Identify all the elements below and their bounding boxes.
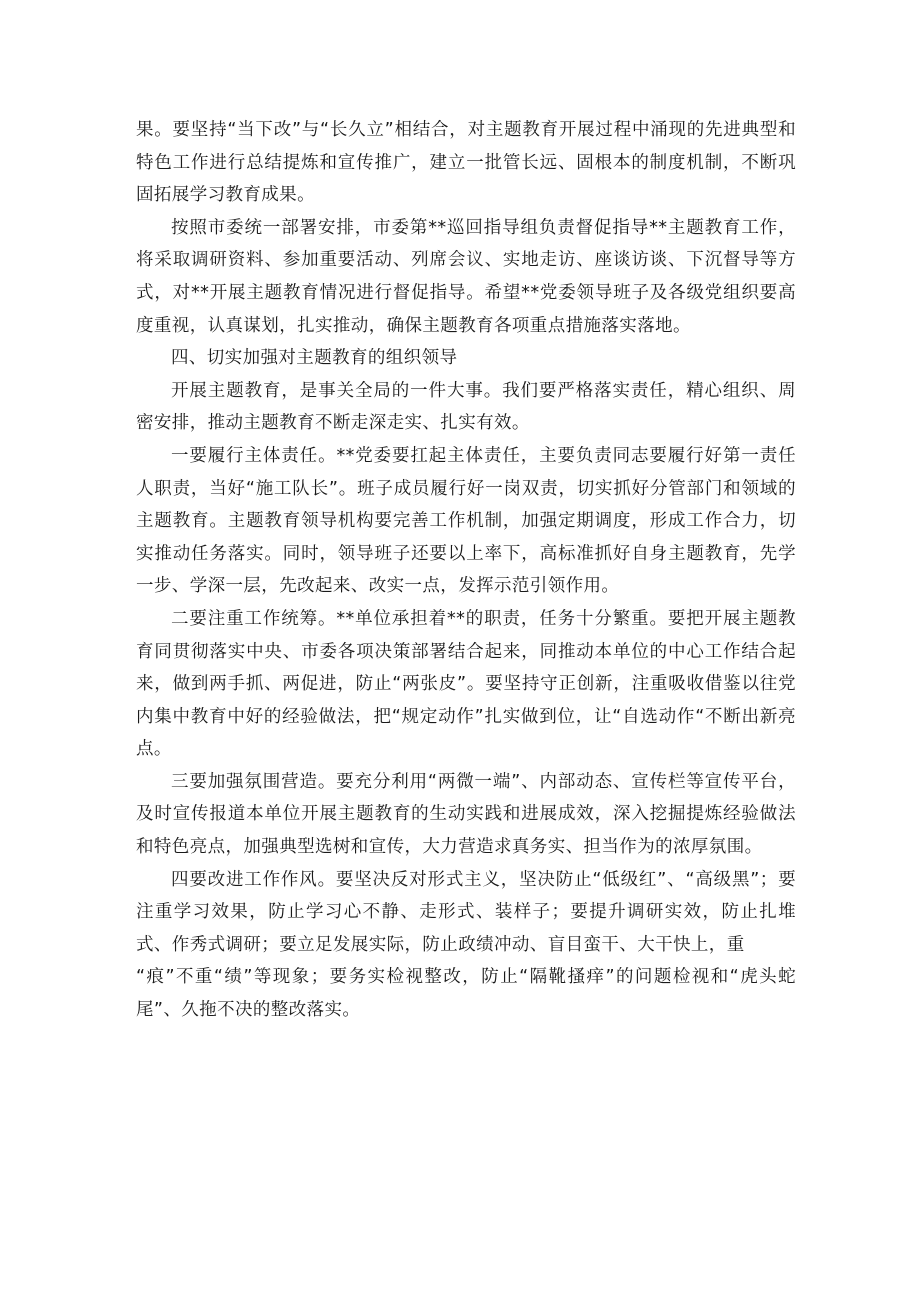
paragraph-point-four: 四要改进工作作风。要坚决反对形式主义，坚决防止“低级红”、“高级黑”；要注重学习效果，防止学习心不静、走形式、装样子；要提升调研实效，防止扎堆式、作秀式调研；要立足发展实际，防止政绩冲动、盲目蛮干、大干快上，重 [136, 869, 796, 955]
section-heading-four: 四、切实加强对主题教育的组织领导 [171, 348, 458, 369]
paragraph-point-two: 二要注重工作统筹。**单位承担着**的职责，任务十分繁重。要把开展主题教育同贯彻落实中央、市委各项决策部署结合起来，同推动本单位的中心工作结合起来，做到两手抓、两促进，防止“两张皮”。要坚持守正创新，注重吸收借鉴以往党内集中教育中好的经验做法，把“规定动作”扎实做到位，让“自选动作“不断出新亮点。 [136, 608, 796, 760]
paragraph-point-one: 一要履行主体责任。**党委要扛起主体责任，主要负责同志要履行好第一责任人职责，当好“施工队长”。班子成员履行好一岗双责，切实抓好分管部门和领域的主题教育。主题教育领导机构要完善工作机制，加强定期调度，形成工作合力，切实推动任务落实。同时，领导班子还要以上率下，高标准抓好自身主题教育，先学一步、学深一层，先改起来、改实一点，发挥示范引领作用。 [136, 445, 796, 597]
paragraph-continuation-2: “痕”不重“绩”等现象；要务实检视整改，防止“隔靴搔痒”的问题检视和“虎头蛇尾”、久拖不决的整改落实。 [136, 967, 796, 1021]
paragraph-continuation-1: 果。要坚持“当下改”与“长久立”相结合，对主题教育开展过程中涌现的先进典型和特色工作进行总结提炼和宣传推广，建立一批管长远、固根本的制度机制，不断巩固拓展学习教育成果。 [136, 120, 796, 206]
paragraph-inspection-arrangement: 按照市委统一部署安排，市委第**巡回指导组负责督促指导**主题教育工作，将采取调研资料、参加重要活动、列席会议、实地走访、座谈访谈、下沉督导等方式，对**开展主题教育情况进行督促指导。希望**党委领导班子及各级党组织要高度重视，认真谋划，扎实推动，确保主题教育各项重点措施落实落地。 [136, 217, 796, 336]
paragraph-point-three: 三要加强氛围营造。要充分利用“两微一端”、内部动态、宣传栏等宣传平台，及时宣传报道本单位开展主题教育的生动实践和进展成效，深入挖掘提炼经验做法和特色亮点，加强典型选树和宣传，大力营造求真务实、担当作为的浓厚氛围。 [136, 771, 796, 858]
document-page [136, 114, 796, 1027]
paragraph-section-intro: 开展主题教育，是事关全局的一件大事。我们要严格落实责任，精心组织、周密安排，推动主题教育不断走深走实、扎实有效。 [136, 380, 796, 434]
